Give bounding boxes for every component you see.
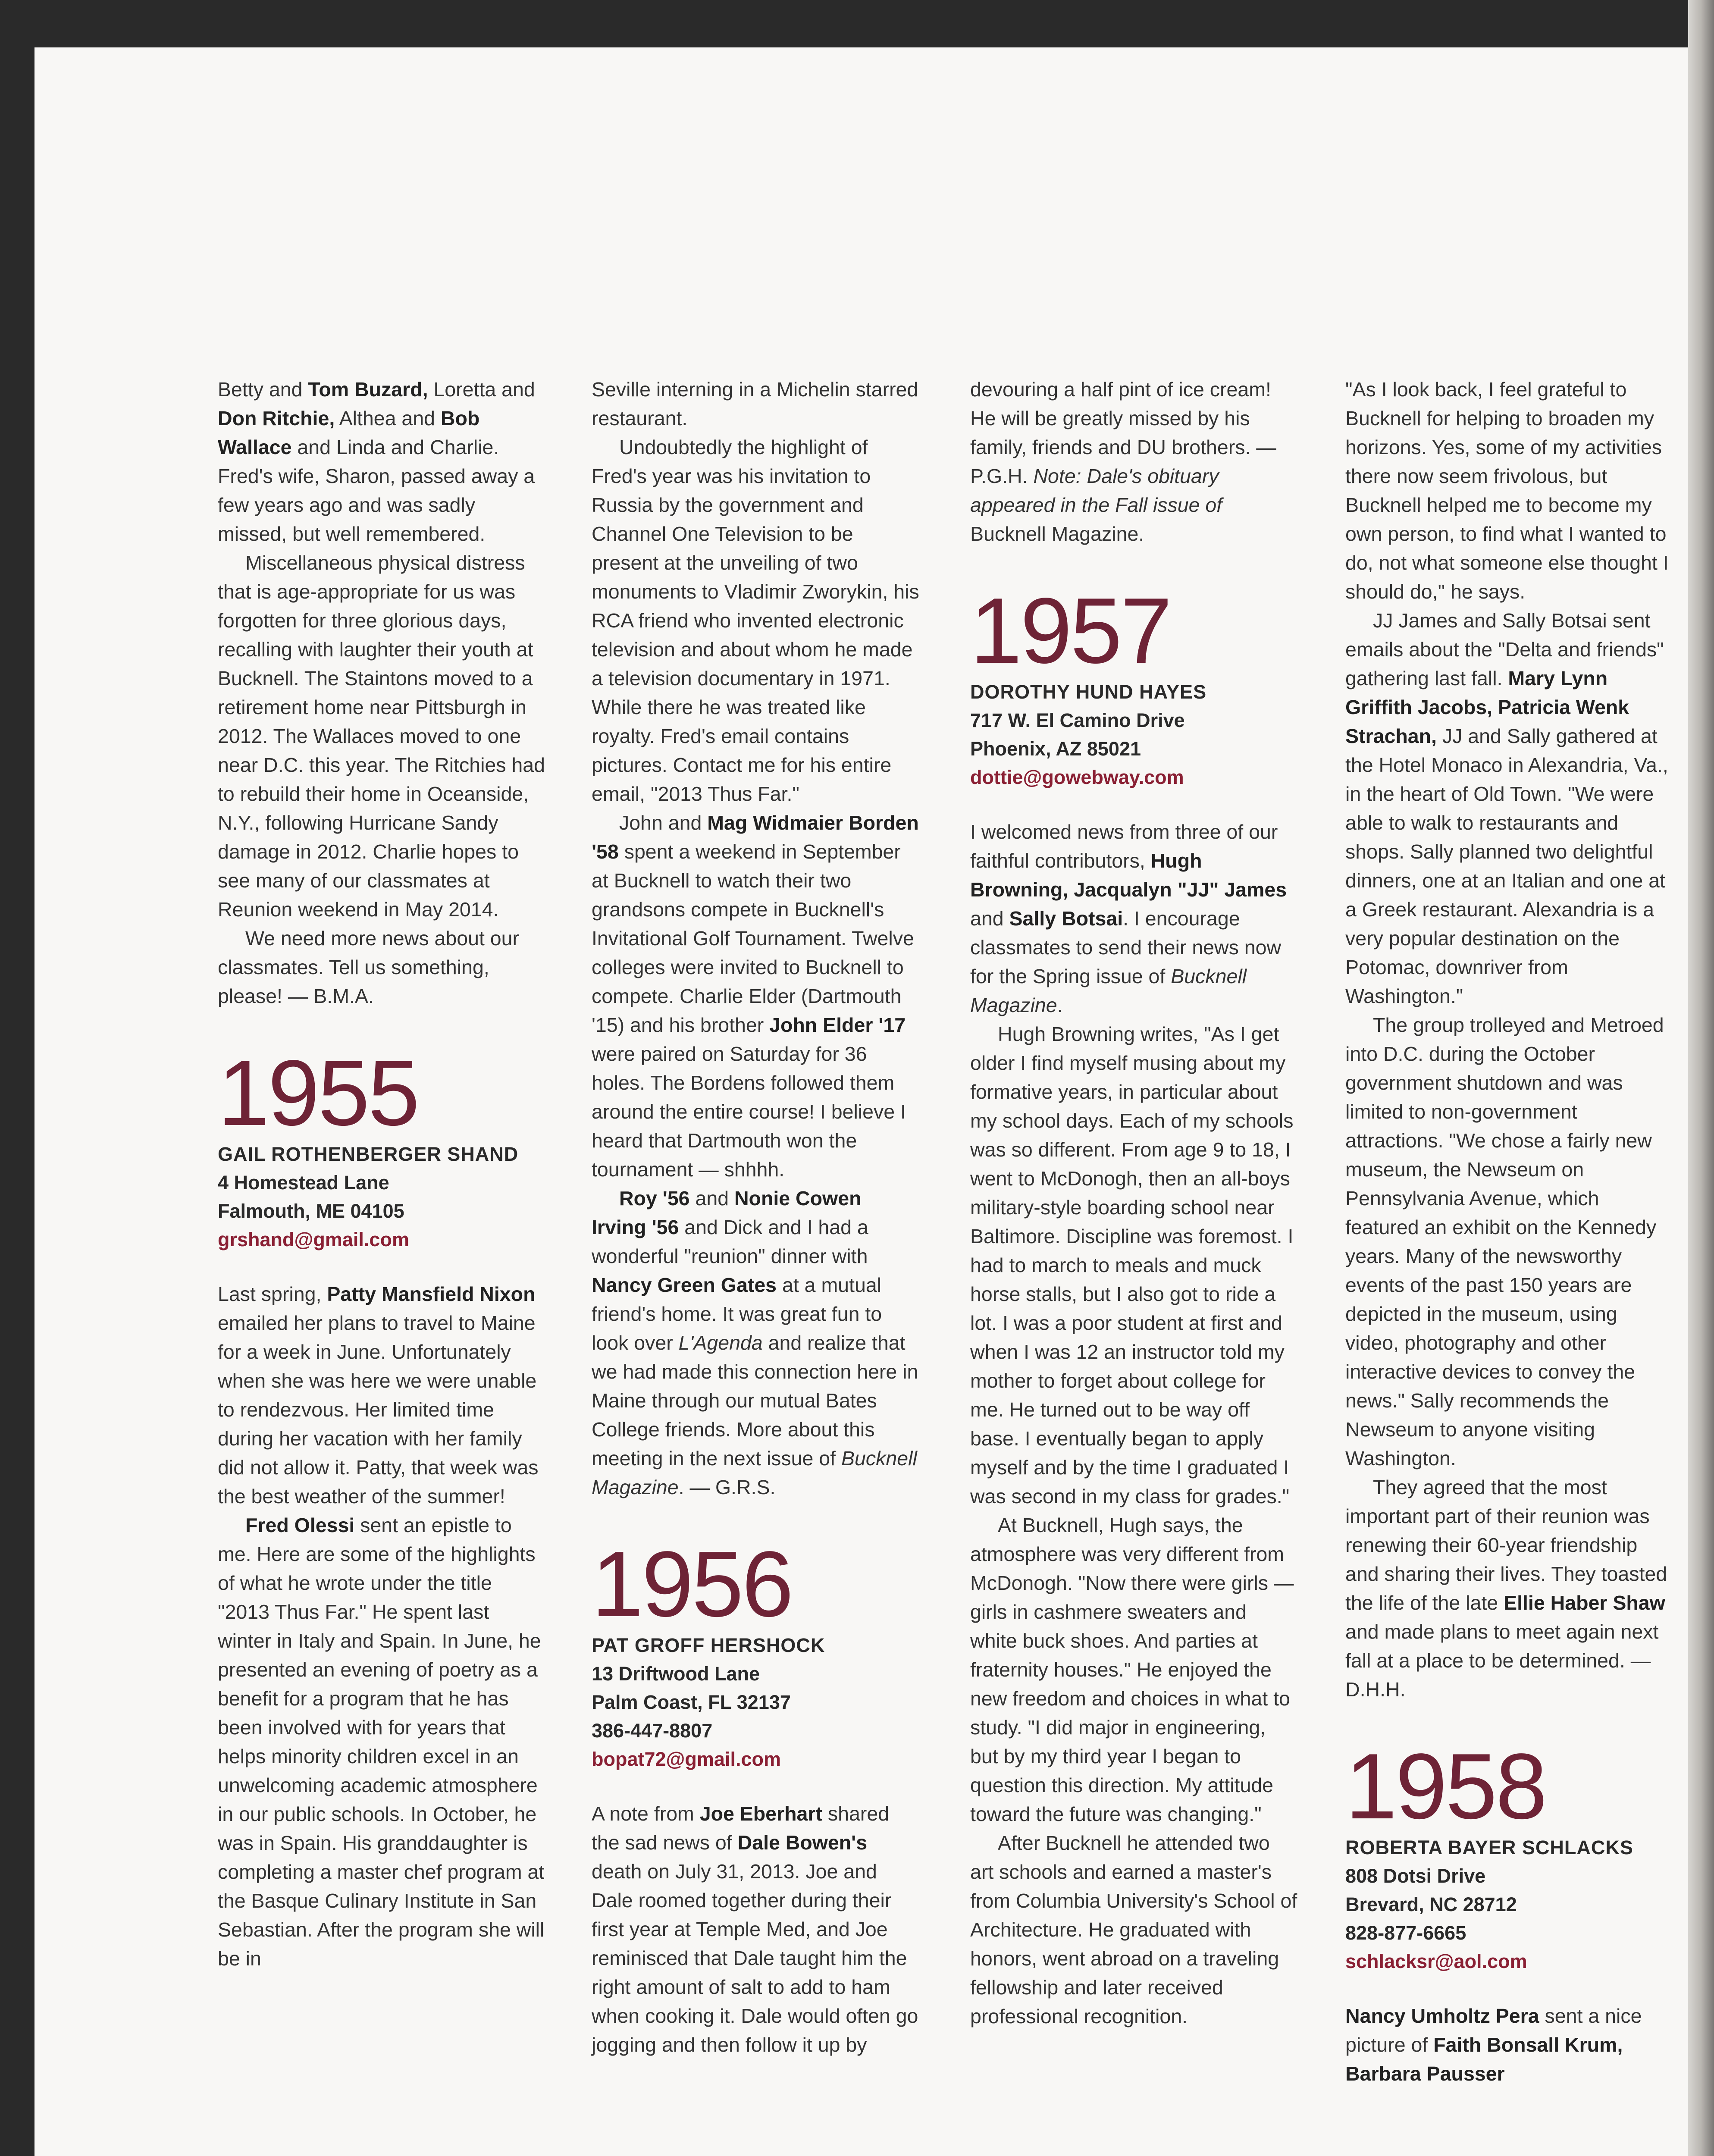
class-correspondent (970, 678, 1298, 792)
correspondent-street: 717 W. El Camino Drive (970, 709, 1185, 731)
correspondent-email-link[interactable]: bopat72@gmail.com (592, 1748, 781, 1770)
paragraph: Miscellaneous physical distress that is age-appropriate for us was forgotten for three glorious days, recalling with laughter their youth at Bucknell. The Staintons moved to a retirement home near Pittsburgh in 2012. The Wallaces moved to one near D.C. this year. The Ritchies had to rebuild their home in Oceanside, N.Y., following Hurricane Sandy damage in 2012. Charlie hopes to see many of our classmates at Reunion weekend in May 2014. (218, 552, 545, 921)
page-spine-shadow (1688, 0, 1714, 2156)
correspondent-phone: 386-447-8807 (592, 1720, 713, 1742)
paragraph: devouring a half pint of ice cream! He will be greatly missed by his family, friends and DU brothers. — P.G.H. Note: Dale's obituary appeared in the Fall issue of Bucknell Magazine. (970, 378, 1276, 545)
class-section-1958 (1345, 1734, 1673, 1976)
paragraph: John and Mag Widmaier Borden '58 spent a weekend in September at Bucknell to watch their two grandsons compete in Bucknell's Invitational Golf Tournament. Twelve colleges were invited to Bucknell to compete. Charlie Elder (Dartmouth '15) and his brother John Elder '17 were paired on Saturday for 36 holes. The Bordens followed them around the entire course! I believe I heard that Dartmouth won the tournament — shhhh. (592, 812, 919, 1181)
paragraph: Betty and Tom Buzard, Loretta and Don Ritchie, Althea and Bob Wallace and Linda and Charlie. Fred's wife, Sharon, passed away a few years ago and was sadly missed, but well remembered. (218, 378, 535, 545)
paragraph: We need more news about our classmates. Tell us something, please! — B.M.A. (218, 927, 520, 1007)
correspondent-street: 4 Homestead Lane (218, 1172, 389, 1194)
paragraph: A note from Joe Eberhart shared the sad news of Dale Bowen's death on July 31, 2013. Joe and Dale roomed together during their first year at Temple Med, and Joe reminisced that Dale taught him the right amount of salt to add to ham when cooking it. Dale would often go jogging and then follow it up by (592, 1802, 918, 2056)
class-year-heading: 1957 (970, 578, 1171, 683)
paragraph: I welcomed news from three of our faithful contributors, Hugh Browning, Jacqualyn "JJ" James and Sally Botsai. I encourage classmates to send their news now for the Spring issue of Bucknell Magazine. (970, 821, 1287, 1016)
paragraph: The group trolleyed and Metroed into D.C. during the October government shutdown and was limited to non-government attractions. "We chose a fairly new museum, the Newseum on Pennsylvania Avenue, which featured an exhibit on the Kennedy years. Many of the newsworthy events of the past 150 years are depicted in the museum, using video, photography and other interactive devices to convey the news." Sally recommends the Newseum to anyone visiting Washington. (1345, 1014, 1664, 1470)
correspondent-city: Brevard, NC 28712 (1345, 1893, 1517, 1915)
correspondent-email-link[interactable]: grshand@gmail.com (218, 1228, 409, 1250)
paragraph: Nancy Umholtz Pera sent a nice picture of Faith Bonsall Krum, Barbara Pausser (1345, 2005, 1642, 2085)
correspondent-city: Falmouth, ME 04105 (218, 1200, 404, 1222)
paragraph: At Bucknell, Hugh says, the atmosphere was very different from McDonogh. "Now there were girls — girls in cashmere sweaters and white buck shoes. And parties at fraternity houses." He enjoyed the new freedom and choices in what to study. "I did major in engineering, but by my third year I began to question this direction. My attitude toward the future was changing." (970, 1514, 1294, 1825)
correspondent-name: ROBERTA BAYER SCHLACKS (1345, 1836, 1633, 1858)
class-correspondent (218, 1140, 545, 1254)
class-correspondent (1345, 1833, 1673, 1976)
correspondent-street: 808 Dotsi Drive (1345, 1865, 1486, 1887)
correspondent-name: PAT GROFF HERSHOCK (592, 1634, 825, 1656)
paragraph: Last spring, Patty Mansfield Nixon emailed her plans to travel to Maine for a week in June. Unfortunately when she was here we were unable to rendezvous. Her limited time during her vacation with her family did not allow it. Patty, that week was the best weather of the summer! (218, 1283, 539, 1507)
correspondent-email-link[interactable]: schlacksr@aol.com (1345, 1950, 1527, 1972)
column-4 (1345, 375, 1673, 2088)
class-section-1957 (970, 578, 1298, 792)
paragraph: Roy '56 and Nonie Cowen Irving '56 and Dick and I had a wonderful "reunion" dinner with Nancy Green Gates at a mutual friend's home. It was great fun to look over L'Agenda and realize that we had made this connection here in Maine through our mutual Bates College friends. More about this meeting in the next issue of Bucknell Magazine. — G.R.S. (592, 1187, 918, 1498)
paragraph: Seville interning in a Michelin starred restaurant. (592, 378, 918, 429)
correspondent-phone: 828-877-6665 (1345, 1922, 1466, 1944)
class-year-heading: 1955 (218, 1040, 418, 1145)
column-2 (592, 375, 919, 2059)
paragraph: "As I look back, I feel grateful to Bucknell for helping to broaden my horizons. Yes, some of my activities there now seem frivolous, but Bucknell helped me to become my own person, to find what I wanted to do, not what someone else thought I should do," he says. (1345, 378, 1669, 603)
paragraph: Hugh Browning writes, "As I get older I find myself musing about my formative years, in particular about my school days. Each of my schools was so different. From age 9 to 18, I went to McDonogh, then an all-boys military-style boarding school near Baltimore. Discipline was foremost. I had to march to meals and muck horse stalls, but I also got to ride a lot. I was a poor student at first and when I was 12 an instructor told my mother to forget about college for me. He turned out to be way off base. I eventually began to apply myself and by the time I graduated I was second in my class for grades." (970, 1023, 1294, 1507)
class-section-1956 (592, 1532, 919, 1774)
class-correspondent (592, 1631, 919, 1774)
class-section-1955 (218, 1040, 545, 1254)
correspondent-name: GAIL ROTHENBERGER SHAND (218, 1143, 519, 1165)
paragraph: Undoubtedly the highlight of Fred's year was his invitation to Russia by the government and Channel One Television to be present at the unveiling of two monuments to Vladimir Zworykin, his RCA friend who invented electronic television and about whom he made a television documentary in 1971. While there he was treated like royalty. Fred's email contains pictures. Contact me for his entire email, "2013 Thus Far." (592, 436, 919, 805)
class-year-heading: 1958 (1345, 1734, 1546, 1838)
column-1 (218, 375, 545, 1973)
correspondent-name: DOROTHY HUND HAYES (970, 681, 1207, 703)
paragraph: After Bucknell he attended two art schools and earned a master's from Columbia University's School of Architecture. He graduated with honors, went abroad on a traveling fellowship and later received professional recognition. (970, 1832, 1297, 2028)
paragraph: They agreed that the most important part of their reunion was renewing their 60-year friendship and sharing their lives. They toasted the life of the late Ellie Haber Shaw and made plans to meet again next fall at a place to be determined. — D.H.H. (1345, 1476, 1667, 1701)
paragraph: Fred Olessi sent an epistle to me. Here are some of the highlights of what he wrote under the title "2013 Thus Far." He spent last winter in Italy and Spain. In June, he presented an evening of poetry as a benefit for a program that he has been involved with for years that helps minority children excel in an unwelcoming academic atmosphere in our public schools. In October, he was in Spain. His granddaughter is completing a master chef program at the Basque Culinary Institute in San Sebastian. After the program she will be in (218, 1514, 545, 1970)
paragraph: JJ James and Sally Botsai sent emails about the "Delta and friends" gathering last fall. Mary Lynn Griffith Jacobs, Patricia Wenk Strachan, JJ and Sally gathered at the Hotel Monaco in Alexandria, Va., in the heart of Old Town. "We were able to walk to restaurants and shops. Sally planned two delightful dinners, one at an Italian and one at a Greek restaurant. Alexandria is a very popular destination on the Potomac, downriver from Washington." (1345, 609, 1668, 1007)
column-3 (970, 375, 1298, 2031)
correspondent-city: Palm Coast, FL 32137 (592, 1691, 791, 1713)
correspondent-city: Phoenix, AZ 85021 (970, 738, 1141, 760)
class-year-heading: 1956 (592, 1532, 792, 1636)
correspondent-email-link[interactable]: dottie@gowebway.com (970, 766, 1184, 788)
correspondent-street: 13 Driftwood Lane (592, 1663, 760, 1685)
